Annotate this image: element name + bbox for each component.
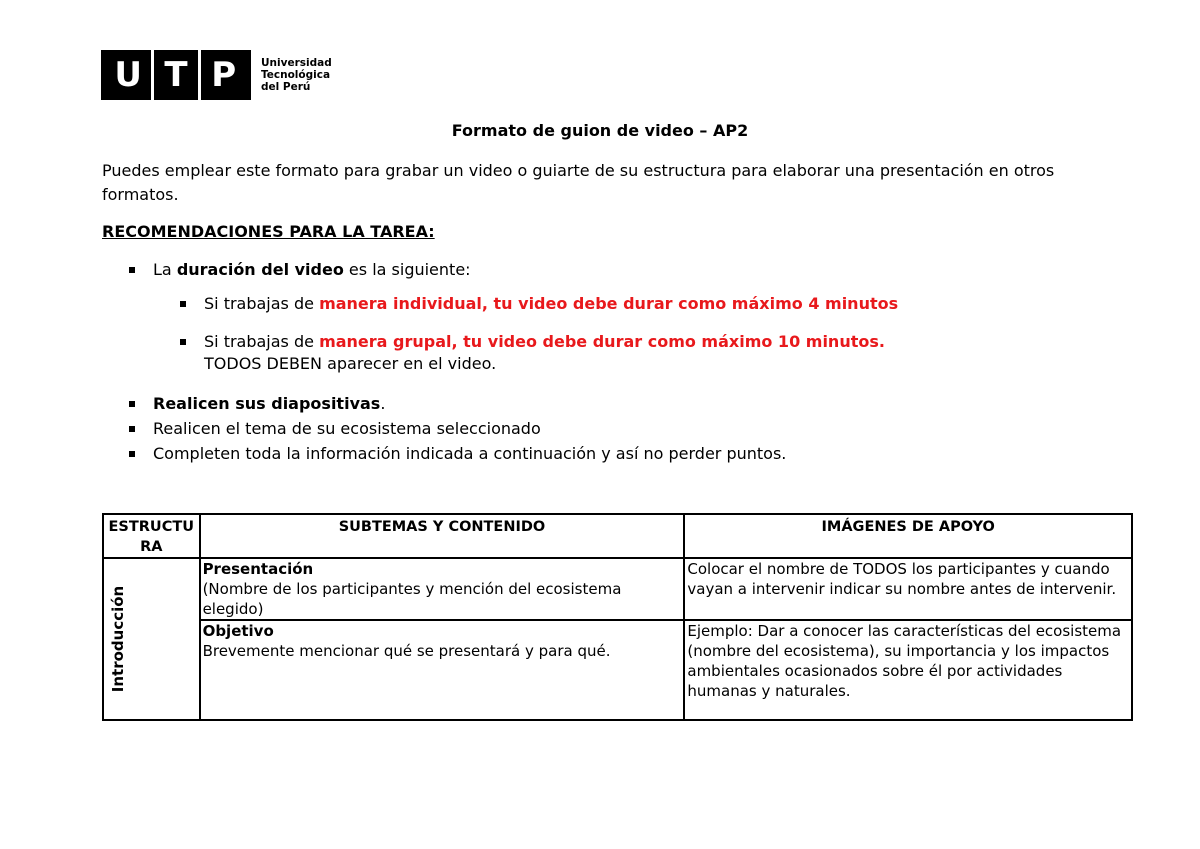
- recommendations-heading: RECOMENDACIONES PARA LA TAREA:: [102, 222, 435, 241]
- subtopic-text: (Nombre de los participantes y mención del ecosistema elegido): [202, 580, 622, 618]
- bullet-square-icon: [129, 451, 135, 457]
- logo-separator: [151, 50, 154, 100]
- bullet-complete: [153, 443, 786, 465]
- subtopic-cell: [200, 620, 685, 720]
- utp-logo-text: [261, 57, 332, 93]
- logo-letter-p: P: [211, 55, 237, 95]
- header-support-images: IMÁGENES DE APOYO: [684, 514, 1132, 558]
- header-structure: ESTRUCTURA: [103, 514, 200, 558]
- bullet-topic: [153, 418, 541, 440]
- support-cell: Ejemplo: Dar a conocer las características del ecosistema (nombre del ecosistema), su importancia y los impactos ambientales ocasionados sobre él por actividades humanas y naturales.: [684, 620, 1132, 720]
- group-note: TODOS DEBEN aparecer en el video.: [204, 354, 497, 373]
- utp-logo-mark: [101, 50, 251, 100]
- duration-bold: duración del video: [176, 260, 344, 279]
- bullet-slides: [153, 393, 385, 415]
- bullet-duration: [153, 259, 471, 281]
- guion-table: [102, 513, 1133, 721]
- bullet-square-icon: [129, 426, 135, 432]
- duration-prefix: La: [153, 260, 177, 279]
- section-label: Introducción: [109, 585, 127, 693]
- bullet-square-icon: [129, 267, 135, 273]
- individual-highlight: manera individual, tu video debe durar como máximo 4 minutos: [319, 294, 899, 313]
- logo-line-3: del Perú: [261, 81, 311, 93]
- bullet-individual: [204, 293, 898, 315]
- intro-paragraph: Puedes emplear este formato para grabar un video o guiarte de su estructura para elaborar una presentación en otros formatos.: [102, 161, 1055, 204]
- bullet-square-icon: [180, 339, 186, 345]
- utp-logo: [101, 50, 332, 100]
- subtopic-title: Objetivo: [202, 622, 274, 640]
- duration-suffix: es la siguiente:: [343, 260, 471, 279]
- section-cell-introduccion: [103, 558, 200, 720]
- logo-letter-t: T: [164, 55, 188, 95]
- subtopic-cell: [200, 558, 685, 620]
- slides-bold: Realicen sus diapositivas: [153, 394, 381, 413]
- subtopic-title: Presentación: [202, 560, 314, 578]
- logo-letter-u: U: [114, 55, 142, 95]
- table-row: [103, 558, 1132, 620]
- subtopic-text: Brevemente mencionar qué se presentará y para qué.: [202, 642, 611, 660]
- table-header-row: [103, 514, 1132, 558]
- support-cell: Colocar el nombre de TODOS los participantes y cuando vayan a intervenir indicar su nombre antes de intervenir.: [684, 558, 1132, 620]
- complete-text: Completen toda la información indicada a continuación y así no perder puntos.: [153, 444, 787, 463]
- bullet-square-icon: [129, 401, 135, 407]
- slides-suffix: .: [380, 394, 386, 413]
- bullet-square-icon: [180, 301, 186, 307]
- group-prefix: Si trabajas de: [204, 332, 320, 351]
- header-subtopics: SUBTEMAS Y CONTENIDO: [200, 514, 685, 558]
- logo-separator: [198, 50, 201, 100]
- bullet-group: [204, 331, 885, 375]
- logo-line-2: Tecnológica: [261, 69, 331, 81]
- table-row: [103, 620, 1132, 720]
- document-title: Formato de guion de video – AP2: [451, 121, 749, 140]
- topic-text: Realicen el tema de su ecosistema seleccionado: [153, 419, 541, 438]
- logo-line-1: Universidad: [261, 57, 332, 69]
- individual-prefix: Si trabajas de: [204, 294, 320, 313]
- group-highlight: manera grupal, tu video debe durar como máximo 10 minutos.: [319, 332, 885, 351]
